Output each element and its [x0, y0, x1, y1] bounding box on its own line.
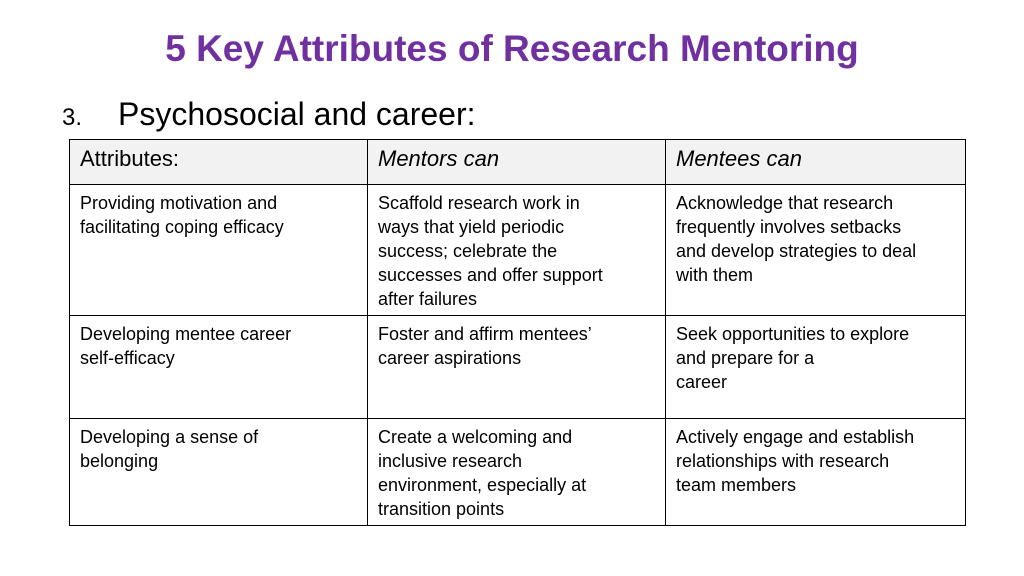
table-cell-attribute: Providing motivation and facilitating coping efficacy: [70, 185, 368, 316]
table-cell-mentees: Acknowledge that research frequently involves setbacks and develop strategies to deal with them: [666, 185, 966, 316]
table-cell-mentees: Actively engage and establish relationships with research team members: [666, 419, 966, 526]
table-cell-attribute: Developing mentee career self-efficacy: [70, 316, 368, 419]
section-heading: [62, 96, 476, 133]
table-cell-mentors: Create a welcoming and inclusive research environment, especially at transition points: [368, 419, 666, 526]
table-header-row: [70, 140, 966, 185]
table-row: [70, 185, 966, 316]
slide-title: 5 Key Attributes of Research Mentoring: [165, 28, 859, 69]
table-row: [70, 316, 966, 419]
header-attributes: Attributes:: [70, 140, 368, 185]
header-mentors-can: Mentors can: [368, 140, 666, 185]
table-cell-mentors: Scaffold research work in ways that yield periodic success; celebrate the successes and offer support after failures: [368, 185, 666, 316]
section-title: Psychosocial and career:: [118, 96, 476, 132]
table-row: [70, 419, 966, 526]
header-mentees-can: Mentees can: [666, 140, 966, 185]
section-number: 3.: [62, 104, 83, 131]
table-cell-mentors: Foster and affirm mentees’ career aspirations: [368, 316, 666, 419]
attributes-table: [69, 139, 966, 526]
table-cell-attribute: Developing a sense of belonging: [70, 419, 368, 526]
table-cell-mentees: Seek opportunities to explore and prepare for a career: [666, 316, 966, 419]
